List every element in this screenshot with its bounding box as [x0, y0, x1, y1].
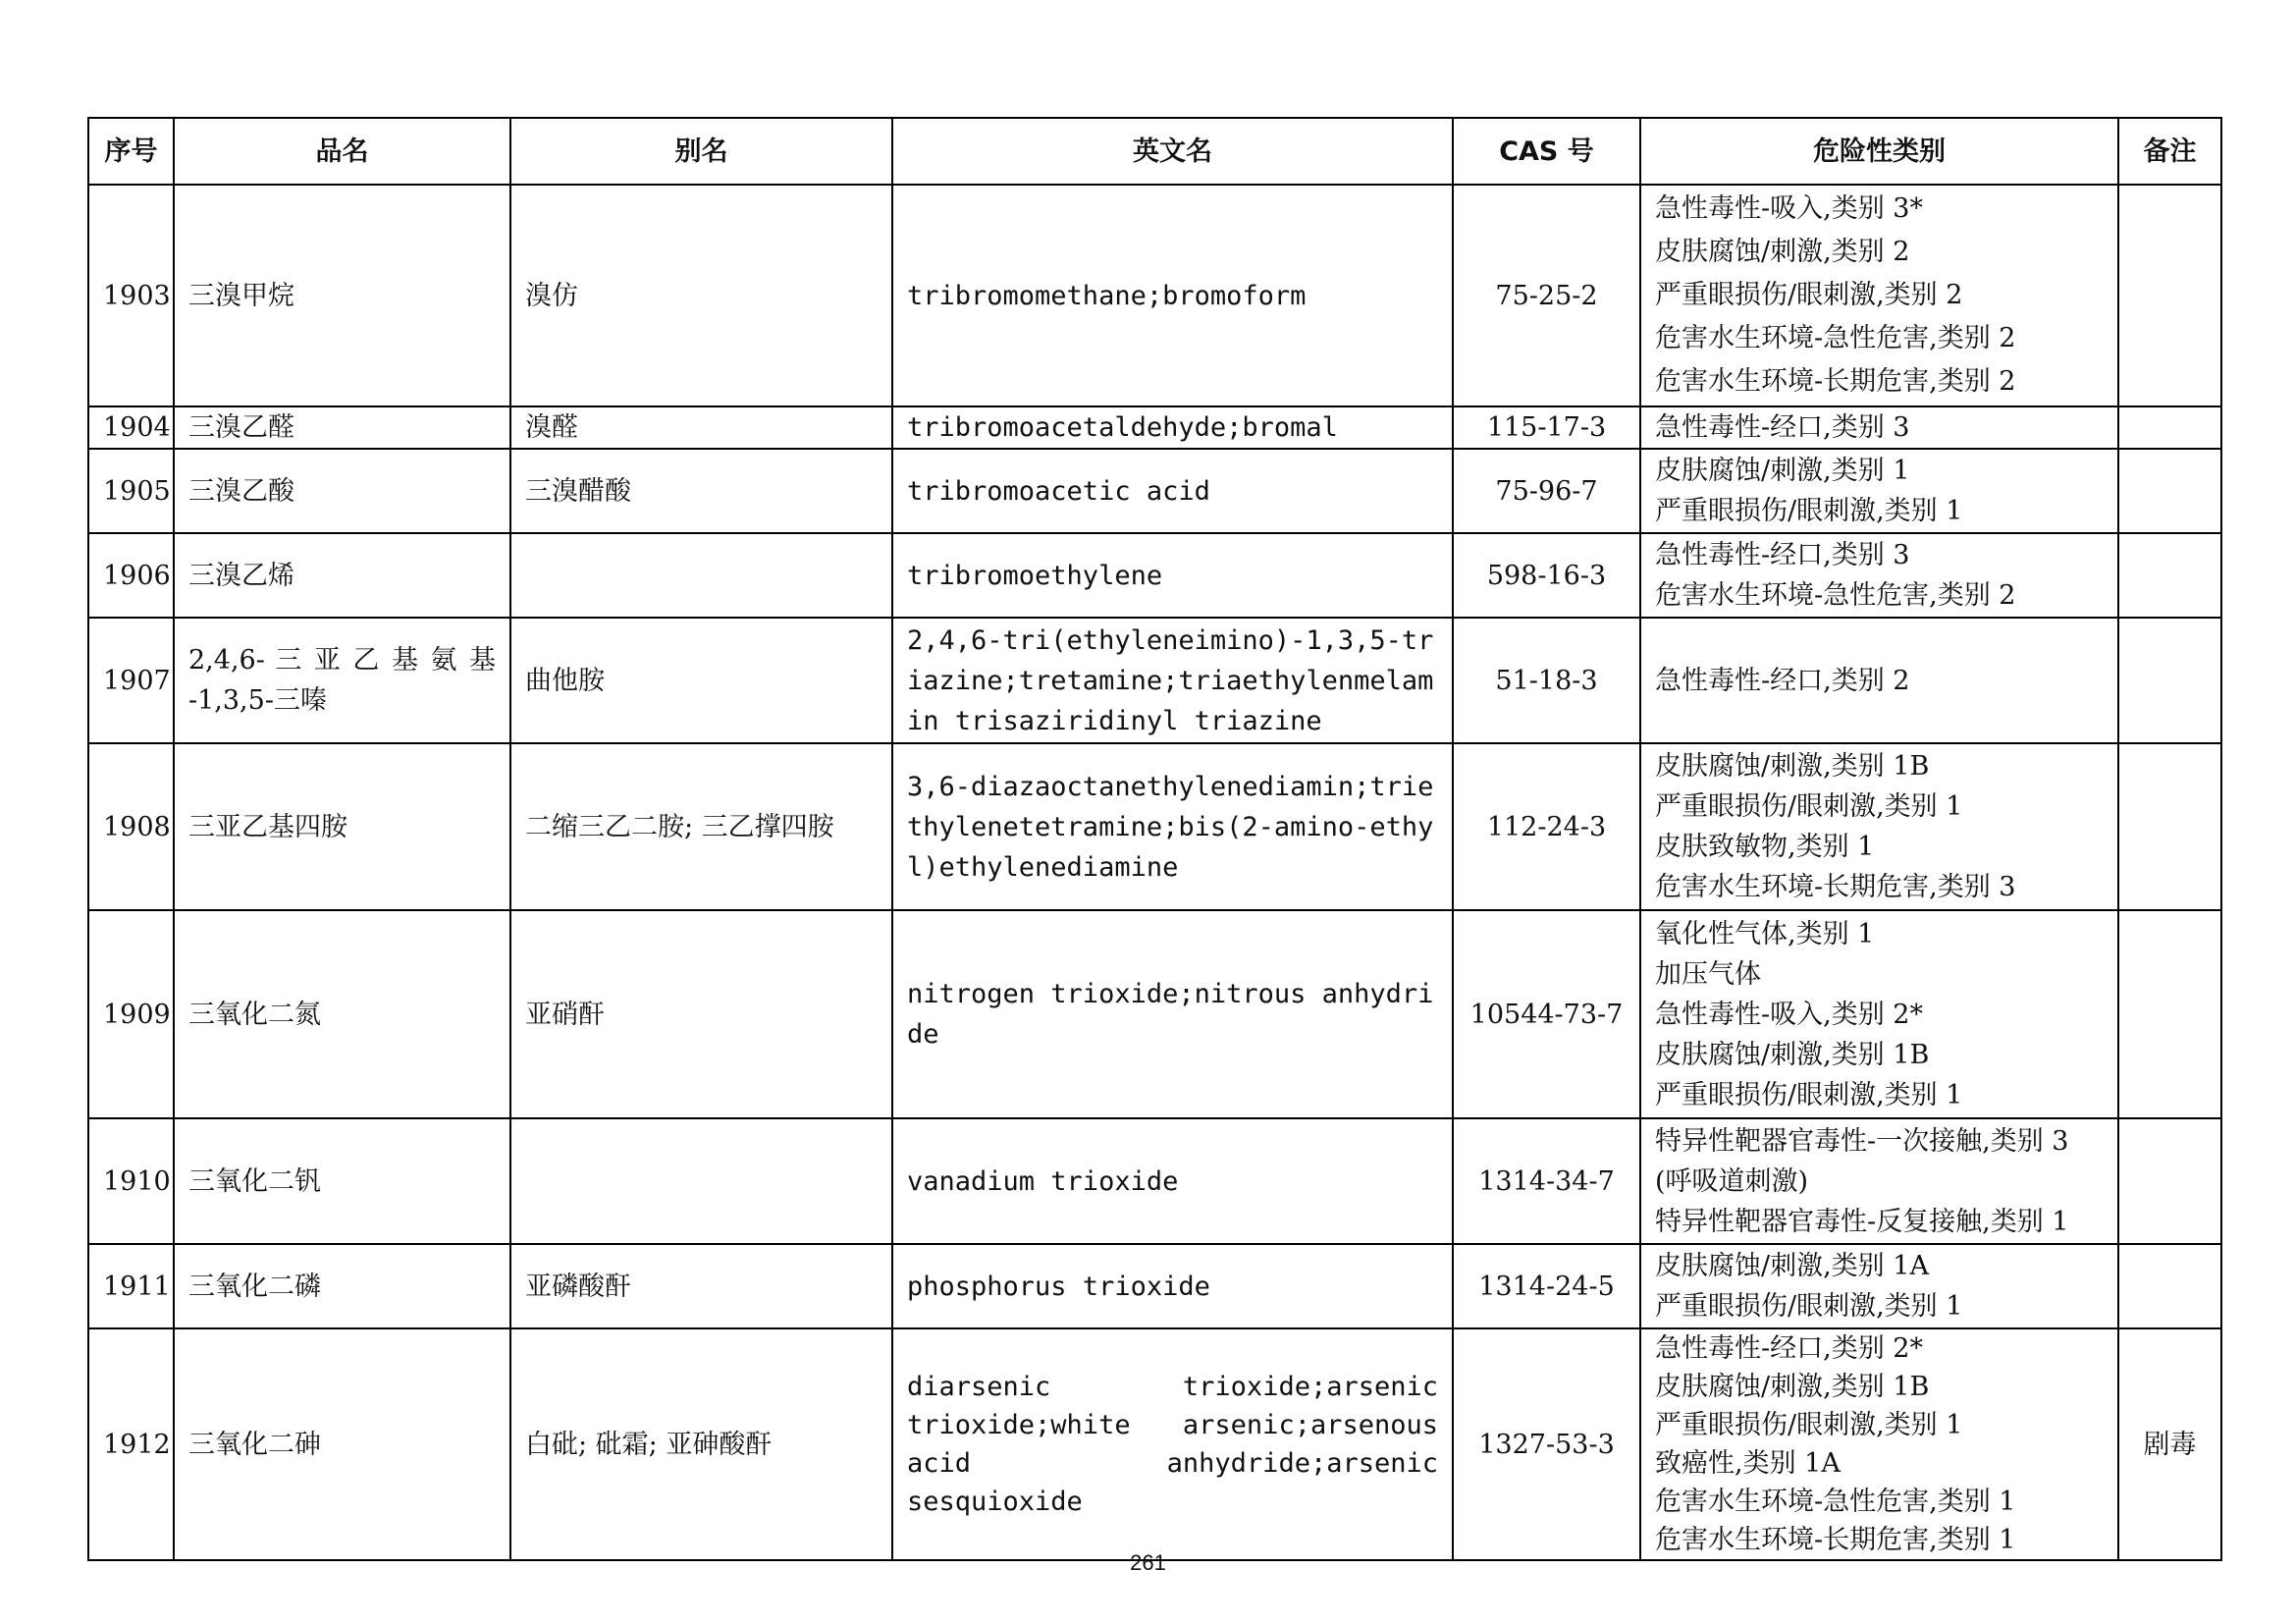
english-name: diarsenic trioxide;arsenic trioxide;white arsenic;arsenous acid anhydride;arsenic sesquioxide — [892, 1328, 1453, 1560]
hazard-cell — [1640, 185, 2118, 406]
table-row — [88, 1328, 2221, 1560]
hazard-cell — [1640, 743, 2118, 910]
hazard-item: 急性毒性-吸入,类别 2* — [1655, 999, 1923, 1030]
chemical-alias: 曲他胺 — [510, 618, 892, 743]
hazard-item: 急性毒性-吸入,类别 3* — [1655, 193, 1923, 224]
row-number: 1911 — [88, 1244, 174, 1328]
chemical-alias — [510, 533, 892, 618]
hazard-item: 特异性靶器官毒性-反复接触,类别 1 — [1655, 1206, 2069, 1237]
chemical-name: 2,4,6- 三 亚 乙 基 氨 基 -1,3,5-三嗪 — [174, 618, 510, 743]
english-name: 2,4,6-tri(ethyleneimino)-1,3,5-triazine;tretamine;triaethylenmelamin trisaziridinyl triazine — [892, 618, 1453, 743]
hazard-item: 致癌性,类别 1A — [1655, 1448, 1841, 1479]
row-number: 1908 — [88, 743, 174, 910]
hazard-item: 皮肤腐蚀/刺激,类别 1B — [1655, 751, 1930, 782]
chemical-table — [87, 117, 2222, 1561]
table-row — [88, 743, 2221, 910]
chemical-alias: 溴醛 — [510, 406, 892, 449]
english-name: tribromoacetic acid — [892, 449, 1453, 533]
note-cell — [2118, 449, 2221, 533]
english-name: nitrogen trioxide;nitrous anhydride — [892, 910, 1453, 1118]
chemical-name: 三亚乙基四胺 — [174, 743, 510, 910]
table-row — [88, 449, 2221, 533]
chemical-name: 三溴甲烷 — [174, 185, 510, 406]
chemical-alias: 亚磷酸酐 — [510, 1244, 892, 1328]
hazard-item: 皮肤腐蚀/刺激,类别 1B — [1655, 1039, 1930, 1070]
hazard-item: 急性毒性-经口,类别 2 — [1655, 665, 1910, 696]
cas-number: 51-18-3 — [1453, 618, 1640, 743]
header-name: 品名 — [174, 118, 510, 185]
cas-number: 75-96-7 — [1453, 449, 1640, 533]
hazard-item: 严重眼损伤/眼刺激,类别 1 — [1655, 1079, 1963, 1110]
hazard-cell — [1640, 406, 2118, 449]
header-hazard-class: 危险性类别 — [1640, 118, 2118, 185]
hazard-cell — [1640, 1328, 2118, 1560]
hazard-cell — [1640, 449, 2118, 533]
table-row — [88, 185, 2221, 406]
hazard-cell — [1640, 1118, 2118, 1244]
english-name: 3,6-diazaoctanethylenediamin;triethylenetetramine;bis(2-amino-ethyl)ethylenediamine — [892, 743, 1453, 910]
table-row — [88, 910, 2221, 1118]
hazard-item: 特异性靶器官毒性-一次接触,类别 3 (呼吸道刺激) — [1655, 1125, 2069, 1197]
table-row — [88, 1118, 2221, 1244]
row-number: 1909 — [88, 910, 174, 1118]
chemical-name: 三氧化二磷 — [174, 1244, 510, 1328]
hazard-item: 危害水生环境-急性危害,类别 2 — [1655, 580, 2016, 611]
chemical-name: 三氧化二钒 — [174, 1118, 510, 1244]
row-number: 1903 — [88, 185, 174, 406]
cas-number: 1314-24-5 — [1453, 1244, 1640, 1328]
cas-number: 75-25-2 — [1453, 185, 1640, 406]
english-name: tribromomethane;bromoform — [892, 185, 1453, 406]
note-cell — [2118, 910, 2221, 1118]
note-cell — [2118, 533, 2221, 618]
hazard-item: 皮肤致敏物,类别 1 — [1655, 832, 1875, 862]
chemical-name: 三氧化二氮 — [174, 910, 510, 1118]
row-number: 1906 — [88, 533, 174, 618]
chemical-name: 三氧化二砷 — [174, 1328, 510, 1560]
cas-number: 598-16-3 — [1453, 533, 1640, 618]
cas-number: 115-17-3 — [1453, 406, 1640, 449]
english-name: tribromoethylene — [892, 533, 1453, 618]
chemical-alias: 溴仿 — [510, 185, 892, 406]
header-note: 备注 — [2118, 118, 2221, 185]
table-row — [88, 406, 2221, 449]
hazard-cell — [1640, 1244, 2118, 1328]
hazard-item: 皮肤腐蚀/刺激,类别 2 — [1655, 237, 1910, 267]
english-name: tribromoacetaldehyde;bromal — [892, 406, 1453, 449]
table-row — [88, 533, 2221, 618]
hazard-item: 急性毒性-经口,类别 2* — [1655, 1333, 1923, 1364]
cas-number: 1314-34-7 — [1453, 1118, 1640, 1244]
note-cell — [2118, 1118, 2221, 1244]
row-number: 1912 — [88, 1328, 174, 1560]
cas-number: 112-24-3 — [1453, 743, 1640, 910]
cas-number: 1327-53-3 — [1453, 1328, 1640, 1560]
hazard-cell — [1640, 618, 2118, 743]
hazard-item: 皮肤腐蚀/刺激,类别 1 — [1655, 456, 1910, 486]
chemical-alias: 二缩三乙二胺; 三乙撑四胺 — [510, 743, 892, 910]
header-number: 序号 — [88, 118, 174, 185]
note-cell — [2118, 1244, 2221, 1328]
note-cell — [2118, 406, 2221, 449]
english-name: vanadium trioxide — [892, 1118, 1453, 1244]
table-row — [88, 618, 2221, 743]
header-cas: CAS 号 — [1453, 118, 1640, 185]
hazard-item: 皮肤腐蚀/刺激,类别 1A — [1655, 1251, 1929, 1281]
chemical-alias: 亚硝酐 — [510, 910, 892, 1118]
table-row — [88, 1244, 2221, 1328]
header-alias: 别名 — [510, 118, 892, 185]
cas-number: 10544-73-7 — [1453, 910, 1640, 1118]
hazard-item: 氧化性气体,类别 1 — [1655, 918, 1875, 949]
chemical-name: 三溴乙醛 — [174, 406, 510, 449]
header-english-name: 英文名 — [892, 118, 1453, 185]
hazard-item: 危害水生环境-急性危害,类别 1 — [1655, 1487, 2016, 1517]
chemical-alias: 三溴醋酸 — [510, 449, 892, 533]
hazard-item: 严重眼损伤/眼刺激,类别 1 — [1655, 791, 1963, 822]
hazard-item: 危害水生环境-长期危害,类别 1 — [1655, 1525, 2016, 1555]
hazard-item: 加压气体 — [1655, 958, 1761, 990]
hazard-item: 危害水生环境-长期危害,类别 2 — [1655, 366, 2016, 397]
hazard-item: 严重眼损伤/眼刺激,类别 2 — [1655, 280, 1963, 310]
note-cell — [2118, 185, 2221, 406]
hazard-item: 严重眼损伤/眼刺激,类别 1 — [1655, 1410, 1963, 1440]
hazard-item: 危害水生环境-长期危害,类别 3 — [1655, 872, 2016, 902]
row-number: 1910 — [88, 1118, 174, 1244]
chemical-alias: 白砒; 砒霜; 亚砷酸酐 — [510, 1328, 892, 1560]
hazard-item: 危害水生环境-急性危害,类别 2 — [1655, 323, 2016, 353]
hazard-item: 皮肤腐蚀/刺激,类别 1B — [1655, 1372, 1930, 1402]
row-number: 1907 — [88, 618, 174, 743]
note-cell: 剧毒 — [2118, 1328, 2221, 1560]
header-row — [88, 118, 2221, 185]
note-cell — [2118, 618, 2221, 743]
hazard-item: 急性毒性-经口,类别 3 — [1655, 412, 1910, 443]
hazard-item: 严重眼损伤/眼刺激,类别 1 — [1655, 496, 1963, 526]
row-number: 1904 — [88, 406, 174, 449]
chemical-name: 三溴乙烯 — [174, 533, 510, 618]
hazard-cell — [1640, 533, 2118, 618]
hazard-cell — [1640, 910, 2118, 1118]
chemical-alias — [510, 1118, 892, 1244]
page-number: 261 — [1130, 1550, 1166, 1575]
hazard-item: 严重眼损伤/眼刺激,类别 1 — [1655, 1291, 1963, 1322]
english-name: phosphorus trioxide — [892, 1244, 1453, 1328]
hazard-item: 急性毒性-经口,类别 3 — [1655, 540, 1910, 570]
row-number: 1905 — [88, 449, 174, 533]
chemical-name: 三溴乙酸 — [174, 449, 510, 533]
note-cell — [2118, 743, 2221, 910]
